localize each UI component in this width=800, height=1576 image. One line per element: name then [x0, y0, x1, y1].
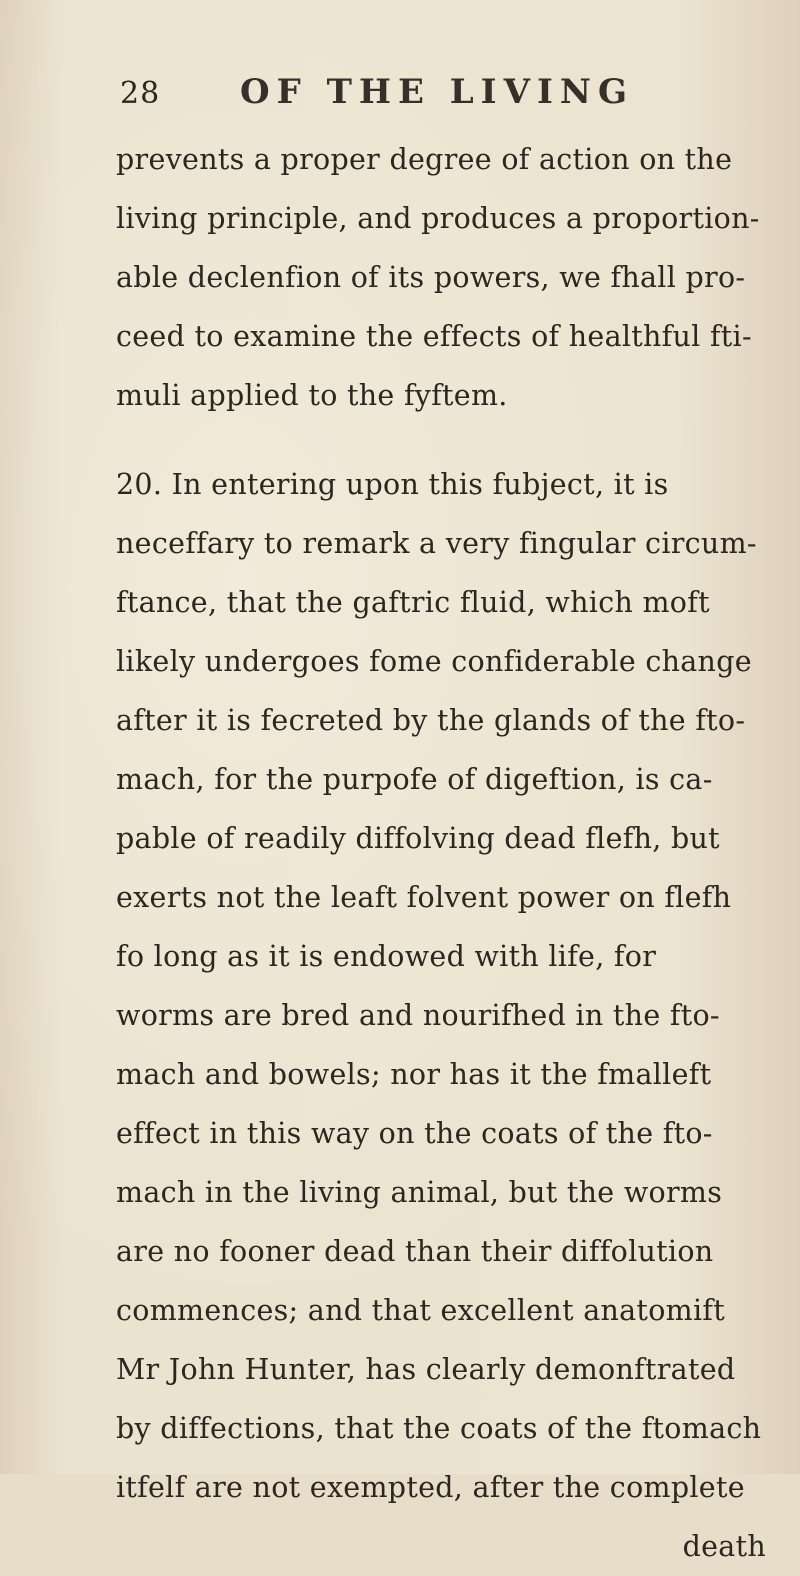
text-line: prevents a proper degree of action on the	[116, 143, 733, 176]
text-line: worms are bred and nourifhed in the fto-	[116, 999, 720, 1032]
paragraph-1	[116, 130, 796, 425]
paragraph-2	[116, 455, 796, 1517]
text-line: mach and bowels; nor has it the fmalleft	[116, 1058, 712, 1091]
page-number: 28	[120, 76, 161, 111]
text-line: itfelf are not exempted, after the complete	[116, 1471, 745, 1504]
text-line: mach in the living animal, but the worms	[116, 1176, 723, 1209]
text-line: able declenfion of its powers, we fhall pro-	[116, 261, 746, 294]
text-line: fo long as it is endowed with life, for	[116, 940, 657, 973]
text-line: pable of readily diffolving dead flefh, but	[116, 822, 720, 855]
text-line: effect in this way on the coats of the fto-	[116, 1117, 713, 1150]
text-line: living principle, and produces a proportion-	[116, 202, 760, 235]
text-line: commences; and that excellent anatomift	[116, 1294, 725, 1327]
text-line: after it is fecreted by the glands of the fto-	[116, 704, 746, 737]
text-line: ceed to examine the effects of healthful fti-	[116, 320, 752, 353]
text-line: 20. In entering upon this fubject, it is	[116, 468, 669, 501]
text-line: ftance, that the gaftric fluid, which moft	[116, 586, 710, 619]
body-text	[116, 130, 796, 1576]
text-line: muli applied to the fyftem.	[116, 379, 508, 412]
text-line: are no fooner dead than their diffolution	[116, 1235, 714, 1268]
text-line: exerts not the leaft folvent power on flefh	[116, 881, 732, 914]
text-line: Mr John Hunter, has clearly demonftrated	[116, 1353, 736, 1386]
catchword: death	[682, 1530, 766, 1563]
running-title: OF THE LIVING	[240, 72, 634, 112]
text-line: likely undergoes fome confiderable change	[116, 645, 752, 678]
text-line: by diffections, that the coats of the ftomach	[116, 1412, 762, 1445]
running-head	[0, 70, 800, 120]
text-line: neceffary to remark a very fingular circum-	[116, 527, 757, 560]
text-line: mach, for the purpofe of digeftion, is ca-	[116, 763, 713, 796]
paragraph-gap	[116, 425, 796, 455]
